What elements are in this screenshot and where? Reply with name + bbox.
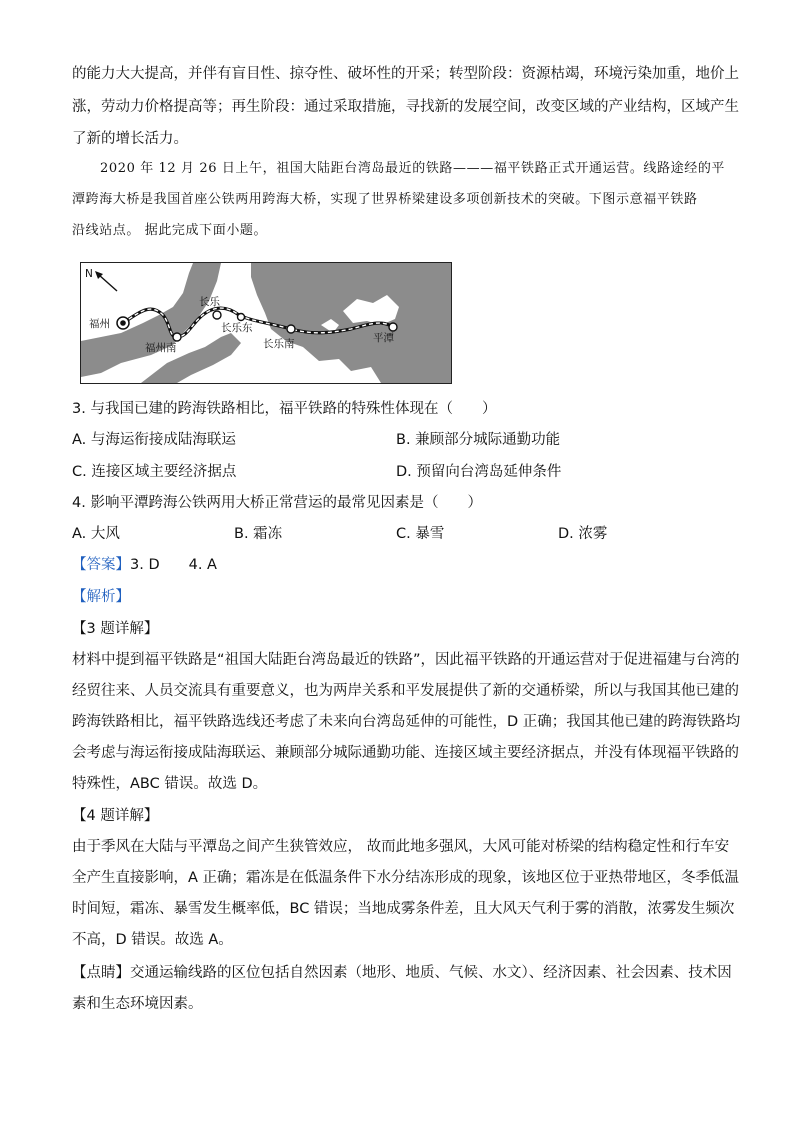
q3-option-c: C. 连接区域主要经济据点 xyxy=(72,464,237,480)
intro-line-2: 涨，劳动力价格提高等；再生阶段：通过采取措施，寻找新的发展空间，改变区域的产业结构，区域产生 xyxy=(72,99,739,115)
tip-line-2: 素和生态环境因素。 xyxy=(72,996,203,1012)
detail3-line-4: 会考虑与海运衔接成陆海联运、兼顾部分城际通勤功能、连接区域主要经济据点，并没有体现福平铁路的 xyxy=(72,745,739,761)
analysis-tag: 【解析】 xyxy=(72,589,130,605)
fuzhou-south-station-icon xyxy=(173,333,181,341)
station-fuzhou-south: 福州南 xyxy=(145,342,177,354)
detail3-tag: 【3 题详解】 xyxy=(72,621,159,637)
detail3-line-5: 特殊性，ABC 错误。故选 D。 xyxy=(72,776,268,792)
detail3-line-1: 材料中提到福平铁路是“祖国大陆距台湾岛最近的铁路”，因此福平铁路的开通运营对于促进福建与台湾的 xyxy=(72,652,740,668)
answer-tag: 【答案】 xyxy=(72,557,130,573)
material-line-1: 2020 年 12 月 26 日上午，祖国大陆距台湾岛最近的铁路———福平铁路正式开通运营。线路途经的平 xyxy=(100,161,726,176)
railway-map xyxy=(80,262,452,384)
changle-station-icon xyxy=(213,311,221,319)
q4-option-b: B. 霜冻 xyxy=(234,526,283,542)
detail4-line-4: 不高，D 错误。故选 A。 xyxy=(72,932,233,948)
intro-line-1: 的能力大大提高，并伴有盲目性、掠夺性、破坏性的开采；转型阶段：资源枯竭，环境污染加重，地价上 xyxy=(72,66,739,82)
north-label: N xyxy=(85,268,93,280)
tip-text-1: 交通运输线路的区位包括自然因素（地形、地质、气候、水文）、经济因素、社会因素、技术因 xyxy=(130,965,732,981)
station-changle: 长乐 xyxy=(199,296,220,308)
station-fuzhou: 福州 xyxy=(89,318,110,330)
fuzhou-station-dot xyxy=(120,320,126,326)
answer-line xyxy=(72,554,732,576)
changle-south-station-icon xyxy=(287,325,295,333)
q4-option-d: D. 浓雾 xyxy=(558,526,608,542)
material-line-2: 潭跨海大桥是我国首座公铁两用跨海大桥，实现了世界桥梁建设多项创新技术的突破。下图示意福平铁路 xyxy=(72,192,698,207)
detail4-line-1: 由于季风在大陆与平潭岛之间产生狭管效应， 故而此地多强风，大风可能对桥梁的结构稳定性和行车安 xyxy=(72,839,730,855)
tip-line-1 xyxy=(72,962,732,984)
answer-text: 3. D 4. A xyxy=(130,557,217,573)
station-changle-east: 长乐东 xyxy=(221,322,253,334)
changle-east-station-icon xyxy=(238,314,245,321)
tip-tag: 【点睛】 xyxy=(72,965,130,981)
detail4-line-3: 时间短，霜冻、暴雪发生概率低，BC 错误；当地成雾条件差，且大风天气利于雾的消散，浓雾发生频次 xyxy=(72,901,735,917)
q3-option-b: B. 兼顾部分城际通勤功能 xyxy=(396,432,561,448)
railway-map-svg xyxy=(81,263,451,383)
mainland-coast xyxy=(251,263,451,383)
station-changle-south: 长乐南 xyxy=(263,338,295,350)
north-arrow-line xyxy=(99,275,117,291)
detail4-line-2: 全产生直接影响，A 正确；霜冻是在低温条件下水分结冻形成的现象，该地区位于亚热带地区，冬季低温 xyxy=(72,870,740,886)
detail3-line-3: 跨海铁路相比，福平铁路选线还考虑了未来向台湾岛延伸的可能性，D 正确；我国其他已建的跨海铁路均 xyxy=(72,714,741,730)
q4-stem: 4. 影响平潭跨海公铁两用大桥正常营运的最常见因素是（ ） xyxy=(72,495,482,511)
station-pingtan: 平潭 xyxy=(373,332,394,344)
pingtan-station-icon xyxy=(389,323,397,331)
q4-option-c: C. 暴雪 xyxy=(396,526,445,542)
q4-option-a: A. 大风 xyxy=(72,526,120,542)
detail4-tag: 【4 题详解】 xyxy=(72,808,159,824)
intro-line-3: 了新的增长活力。 xyxy=(72,131,188,147)
detail3-line-2: 经贸往来、人员交流具有重要意义，也为两岸关系和平发展提供了新的交通桥梁，所以与我国其他已建的 xyxy=(72,683,739,699)
q3-stem: 3. 与我国已建的跨海铁路相比，福平铁路的特殊性体现在（ ） xyxy=(72,401,497,417)
material-line-3: 沿线站点。 据此完成下面小题。 xyxy=(72,223,268,238)
q3-option-a: A. 与海运衔接成陆海联运 xyxy=(72,432,236,448)
q3-option-d: D. 预留向台湾岛延伸条件 xyxy=(396,464,562,480)
